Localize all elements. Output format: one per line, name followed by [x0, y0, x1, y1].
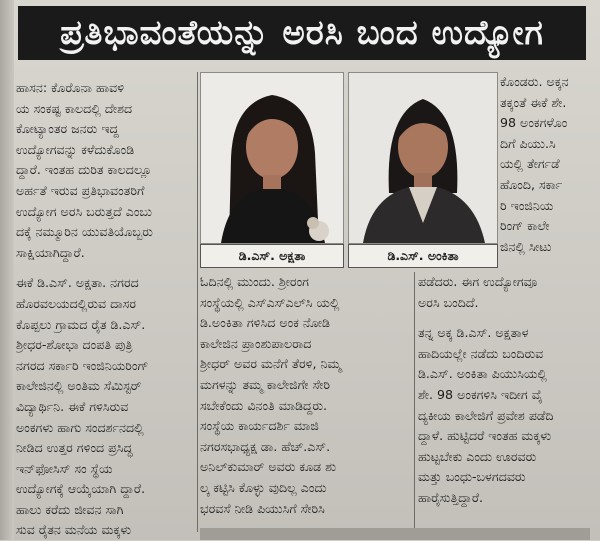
article-line: ಜಿನಲ್ಲಿ ಸೀಟು: [500, 238, 552, 254]
article-line: ಓದಿನಲ್ಲಿ ಮುಂದು. ಶ್ರೀರಂಗ: [200, 274, 309, 289]
article-line: ಸಾಕ್ಷಿಯಾಗಿದ್ದಾರೆ.: [16, 244, 85, 260]
bottom-strip: [200, 528, 590, 540]
article-line: ಕೋಟ್ಯಾಂತರ ಜನರು ಇದ್ದ: [16, 121, 119, 137]
article-line: ತಕ್ಕಂತೆ ಈಕೆ ಶೇ.: [500, 94, 567, 110]
article-line: ಅನಿಲ್‌ಕುಮಾರ್ ಅವರು ಕೂಡ ಶು: [200, 459, 337, 475]
article-line: ಕೊಪ್ಪಲು ಗ್ರಾಮದ ರೈತ ಡಿ.ಎಸ್.: [16, 316, 146, 332]
article-line: ವಿದ್ಯಾರ್ಥಿನಿ. ಈಕೆ ಗಳಿಸಿರುವ: [16, 398, 129, 414]
article-line: ಯಲ್ಲಿ ತೇರ್ಗಡೆ: [500, 156, 560, 172]
article-line: ಸಬೇಕೆಂದು ವಿನಂತಿ ಮಾಡಿದ್ದರು.: [200, 397, 328, 413]
article-line: ಮತ್ತು ಬಂಧು-ಬಳಗದವರು: [418, 469, 526, 485]
article-line: ಉದ್ಯೋಗಕ್ಕೆ ಆಯ್ಕೆಯಾಗಿ ದ್ದಾರೆ.: [16, 481, 146, 497]
article-line: ಅಂಕಗಳು ಹಾಗು ಸಂದರ್ಶನದಲ್ಲಿ: [16, 419, 144, 435]
photo-ankita: [348, 72, 498, 244]
article-line: ರಿ ಇಂಜಿನಿಯ: [500, 197, 554, 213]
article-line: ಲ್ಕ ಕಟ್ಟಿಸಿ ಕೊಳ್ಳು ವುದಿಲ್ಲ ಎಂದು: [200, 479, 327, 495]
article-line: ಸುವ ರೈತನ ಮನೆಯ ಮಕ್ಕಳು: [16, 522, 132, 538]
article-line: ಹುಟ್ಟಬೇಕು ಎಂದು ಊರವರು: [418, 448, 537, 464]
article-line: ಕಾಲೇಜಿನ ಪ್ರಾಂಶುಪಾಲರಾದ: [200, 335, 312, 351]
caption-ankita: ಡಿ.ಎಸ್. ಅಂಕಿತಾ: [348, 244, 498, 268]
article-line: ಹಾಸನ: ಕೊರೊನಾ ಹಾವಳಿ: [16, 80, 125, 95]
article-line: ದ್ಯಕೀಯ ಕಾಲೇಜಿಗೆ ಪ್ರವೇಶ ಪಡೆದಿ: [418, 407, 554, 423]
portrait-image: [201, 73, 343, 243]
article-line: ಮಗಳನ್ನು ತಮ್ಮ ಕಾಲೇಜಿಗೇ ಸೇರಿ: [200, 376, 330, 392]
article-line: ಅರ್ಹತೆ ಇರುವ ಪ್ರತಿಭಾವಂತರಿಗೆ: [16, 182, 145, 198]
photo-akshata: [200, 72, 344, 244]
article-line: ನಗರಸಭಾಧ್ಯಕ್ಷ ಡಾ. ಹೆಚ್.ಎಸ್.: [200, 438, 331, 454]
article-line: ಕಾಲೇಜಿನಲ್ಲಿ ಅಂತಿಮ ಸೆಮಿಸ್ಟರ್: [16, 378, 142, 394]
article-line: ಶ್ರೀಧರ-ಶೋಭಾ ದಂಪತಿ ಪುತ್ರಿ: [16, 337, 133, 353]
article-line: ಡಿ.ಎಸ್. ಅಂಕಿತಾ ಪಿಯುಸಿಯಲ್ಲಿ: [418, 366, 547, 382]
article-line: ಹೊಂದಿ, ಸರ್ಕಾ: [500, 176, 563, 192]
article-line: ನೀಡಿದ ಉತ್ತರ ಗಳಿಂದ ಪ್ರಸಿದ್ಧ: [16, 440, 133, 456]
article-line: ಅರಸಿ ಬಂದಿದೆ.: [418, 294, 479, 310]
article-line: ದ್ದಾಳೆ. ಹುಟ್ಟಿದರೆ ಇಂತಹ ಮಕ್ಕಳು: [418, 428, 552, 444]
portrait-image: [349, 73, 497, 243]
column-rule: [414, 272, 415, 530]
article-line: ಉದ್ಯೋಗ ಅರಸಿ ಬರುತ್ತದೆ ಎಂಬು: [16, 203, 152, 219]
article-line: ಸಂಸ್ಥೆಯಲ್ಲಿ ಎಸ್‌ಎಸ್‌ಎಲ್‌ಸಿ ಯಲ್ಲಿ: [200, 294, 340, 310]
article-line: ಉದ್ಯೋಗವನ್ನು ಕಳೆದುಕೊಂಡಿ: [16, 141, 135, 157]
paragraph-gap: [16, 263, 194, 273]
article-line: ತನ್ನ ಅಕ್ಕ ಡಿ.ಎಸ್. ಅಕ್ಷತಾಳ: [418, 325, 529, 341]
article-line: ಈಕೆ ಡಿ.ಎಸ್. ಅಕ್ಷತಾ. ನಗರದ: [16, 275, 139, 291]
article-line: ಹಾಲು ಕರೆದು ಜೀವನ ಸಾಗಿ: [16, 501, 124, 517]
article-line: ಹಾರೈಸುತ್ತಿದ್ದಾರೆ.: [418, 489, 483, 505]
article-line: ರಿಂಗ್ ಕಾಲೇ: [500, 218, 550, 234]
article-column-1: [16, 78, 194, 541]
article-line: ಶೇ. 98 ಅಂಕಗಳಿಸಿ ಇದೀಗ ವೈ: [418, 386, 543, 402]
paragraph-gap: [418, 313, 596, 323]
article-line: ದಿಗೆ ಪಿಯು.ಸಿ: [500, 135, 556, 151]
article-line: ದಕ್ಕೆ ನಮ್ಮೂರಿನ ಯುವತಿಯೊಬ್ಬರು: [16, 224, 153, 240]
article-line: ದ್ದಾರೆ. ಇಂತಹ ದುರಿತ ಕಾಲದಲ್ಲೂ: [16, 162, 152, 178]
article-line: ಇನ್‌ಫೋಸಿಸ್ ಸಂ ಸ್ಥೆಯ: [16, 460, 113, 476]
article-line: ಸಂಸ್ಥೆಯ ಕಾರ್ಯದರ್ಶಿ ಮಾಜಿ: [200, 418, 319, 434]
article-column-3: [418, 272, 596, 509]
article-line: ಶ್ರೀಧರ್ ಅವರ ಮನೆಗೆ ತೆರಳಿ, ನಿಮ್ಮ: [200, 356, 342, 372]
article-line: 98 ಅಂಕಗಳೊಂ: [500, 115, 568, 131]
article-line: ನಗರದ ಸರ್ಕಾರಿ ಇಂಜಿನಿಯರಿಂಗ್: [16, 357, 149, 373]
article-column-3-top: [500, 72, 596, 257]
headline: ಪ್ರತಿಭಾವಂತೆಯನ್ನು ಅರಸಿ ಬಂದ ಉದ್ಯೋಗ: [18, 6, 586, 60]
article-line: ಹೊರವಲಯದಲ್ಲಿರುವ ದಾಸರ: [16, 295, 137, 311]
article-line: ಭರವಸೆ ನೀಡಿ ಪಿಯುಸಿಗೆ ಸೇರಿಸಿ: [200, 500, 325, 516]
article-line: ಯ ಸಂಕಷ್ಟ ಕಾಲದಲ್ಲಿ ದೇಶದ: [16, 100, 133, 116]
article-column-2: [200, 272, 412, 519]
caption-akshata: ಡಿ.ಎಸ್. ಅಕ್ಷತಾ: [200, 244, 344, 268]
article-line: ಡಿ.ಅಂಕಿತಾ ಗಳಿಸಿದ ಅಂಕ ನೋಡಿ: [200, 315, 330, 331]
article-line: ಹಾದಿಯಲ್ಲೇ ನಡೆದು ಬಂದಿರುವ: [418, 345, 544, 361]
column-rule: [197, 72, 198, 532]
page-fold-shadow: [0, 0, 14, 540]
article-line: ಪಡೆದರು. ಈಗ ಉದ್ಯೋಗವೂ: [418, 274, 538, 289]
article-line: ಕೊಂಡರು. ಅಕ್ಕನ: [500, 74, 569, 89]
